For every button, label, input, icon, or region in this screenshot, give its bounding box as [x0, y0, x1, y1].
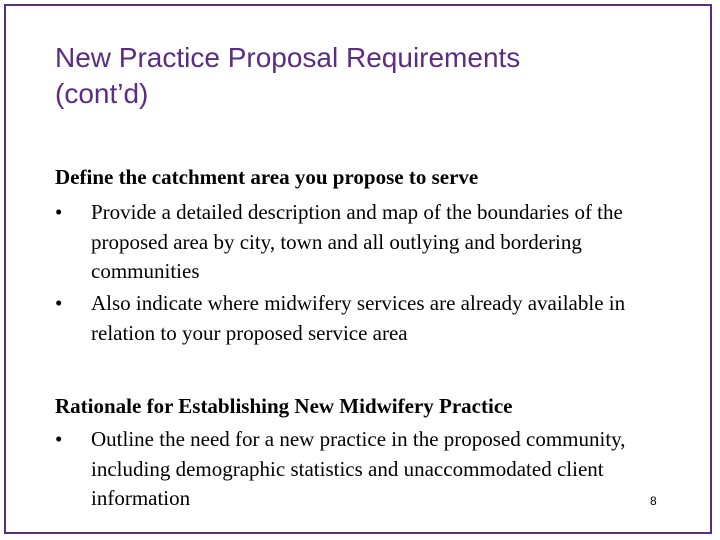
- slide-title-line-1: New Practice Proposal Requirements: [55, 42, 521, 73]
- section-heading-rationale: Rationale for Establishing New Midwifery Practice: [55, 394, 513, 418]
- section-heading-catchment: Define the catchment area you propose to serve: [55, 165, 479, 189]
- bullet-marker: •: [55, 427, 63, 451]
- bullet-text: Provide a detailed description and map of the boundaries of the proposed area by city, town and all outlying and bordering communities: [91, 200, 623, 283]
- bullet-item-need: [55, 425, 655, 514]
- bullet-item-existing-services: [55, 289, 655, 348]
- page-number: 8: [650, 494, 657, 508]
- slide-title: [55, 40, 675, 112]
- bullet-text: Also indicate where midwifery services are already available in relation to your proposed service area: [91, 291, 626, 345]
- bullet-marker: •: [55, 200, 63, 224]
- bullet-marker: •: [55, 291, 63, 315]
- slide-title-line-2: (cont’d): [55, 78, 149, 109]
- bullet-text: Outline the need for a new practice in the proposed community, including demographic statistics and unaccommodated client information: [91, 427, 626, 510]
- bullet-item-boundaries: [55, 198, 655, 287]
